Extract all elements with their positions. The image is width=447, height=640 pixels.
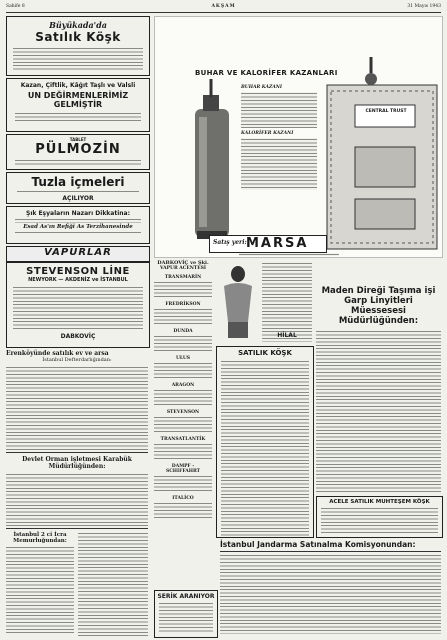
ad-sik-line2: Esad As'ın Refiği As Terzihanesinde <box>23 224 133 230</box>
dabkovic-line-body <box>154 475 212 492</box>
notice-erenkoy-sub: İstanbul Defterdarlığından: <box>42 357 112 363</box>
maden-body <box>316 330 441 494</box>
ad-vapurlar-title: VAPURLAR <box>44 247 112 258</box>
notice-icra-title: İstanbul 2 ci İcra <box>13 532 67 538</box>
notice-karabuk-title: Devlet Orman işletmesi Karabük <box>22 456 132 463</box>
page-number: Sahife 8 <box>6 4 25 9</box>
dabkovic-line-name: TRANSATLANTİK <box>160 437 206 442</box>
notice-karabuk <box>6 456 148 526</box>
dabkovic-line-name: ULUS <box>175 356 191 361</box>
notice-maden <box>316 286 441 492</box>
ad-tuzla <box>6 172 150 204</box>
dabkovic-line-name: TRANSMARİN <box>164 275 202 280</box>
notice-icra-sub: Memurluğundan: <box>13 538 67 544</box>
ad-tuzla-body <box>17 190 139 194</box>
dabkovic-line-body <box>154 502 212 519</box>
notice-erenkoy-body <box>6 366 148 450</box>
maden-title2: Garp Linyitleri Müessesesi <box>344 296 413 316</box>
paper-name: AKŞAM <box>211 4 236 9</box>
ad-kosk-body <box>13 47 143 71</box>
ad-tuzla-small: AÇILIYOR <box>62 195 94 202</box>
ad-kazan-inset <box>241 85 317 239</box>
ad-stevenson-body <box>13 286 143 330</box>
notice-erenkoy-title: Erenköyünde satılık ev ve arsa <box>6 350 109 357</box>
ad-pulmozin <box>6 134 150 170</box>
ad-acele <box>316 496 443 538</box>
ad-un-line2: UN DEĞİRMENLERİMİZ <box>27 91 129 100</box>
dabkovic-line-body <box>154 308 212 325</box>
ad-un <box>6 78 150 132</box>
ad-stevenson <box>6 262 150 348</box>
dabkovic-line-body <box>154 281 212 298</box>
acele-title: ACELE SATILIK MUHTEŞEM KÖŞK <box>329 499 430 505</box>
inset-title: BUHAR KAZANI <box>241 85 282 90</box>
satis-label: Satış yeri: <box>213 239 247 246</box>
dabkovic-line-name: ITALİCO <box>172 496 194 501</box>
ad-stevenson-title: STEVENSON LİNE <box>26 266 130 277</box>
ad-kazan <box>154 16 443 258</box>
ad-un-body <box>15 112 141 123</box>
notice-karabuk-body <box>6 473 148 527</box>
dabkovic-line-body <box>154 416 212 433</box>
ad-kosk-line1: Büyükada'da <box>49 20 107 30</box>
dabkovic-line-name: ARAGON <box>171 383 195 388</box>
jandarma-rule <box>220 551 441 552</box>
ad-pulmozin-big: PÜLMOZİN <box>35 142 121 157</box>
boiler-plate: CENTRAL TRUST <box>365 109 407 114</box>
divider <box>6 528 148 529</box>
ad-un-line3: GELMİŞTİR <box>53 100 103 109</box>
maden-title3: Müdürlüğünden: <box>338 316 419 326</box>
page-header <box>6 3 441 13</box>
dabkovic-line-name: DUNDA <box>173 329 193 334</box>
ad-stevenson-bottom: DABKOVİÇ <box>60 333 96 340</box>
notice-icra-body <box>6 546 74 634</box>
maden-title: Maden Direği Taşıma işi <box>321 286 436 296</box>
notice-karabuk-sub: Müdürlüğünden: <box>48 463 106 470</box>
ad-sik-line1: Şık Eşyaların Nazarı Dikkatina: <box>26 210 130 217</box>
dabkovic-line-name: DAMPF - SCHIFFAHRT <box>165 464 201 474</box>
jandarma-table <box>220 554 441 634</box>
dabkovic-list <box>154 275 212 519</box>
ad-un-line1: Kazan, Çiftlik, Kâğıt Taşlı ve Valsli <box>20 82 136 89</box>
notice-erenkoy <box>6 350 148 450</box>
inset-body2 <box>241 138 317 190</box>
dabkovic-line-body <box>154 362 212 379</box>
ad-kazan-title: BUHAR VE KALORİFER KAZANLARI <box>195 69 338 77</box>
brand-marsa: MARSA <box>246 236 309 251</box>
acele-body <box>321 507 438 533</box>
inset-sub: KALORİFER KAZANI <box>241 131 294 136</box>
ad-sik <box>6 206 150 244</box>
ad-sik-body2 <box>15 231 141 235</box>
ad-kosk-line2: Satılık Köşk <box>35 30 121 44</box>
serik-body <box>159 602 213 634</box>
ad-vapurlar-banner <box>6 246 150 262</box>
dabkovic-line-body <box>154 443 212 460</box>
ad-lady <box>216 262 260 342</box>
ad-hilal-body <box>262 262 312 342</box>
dabkovic-sub: VAPUR ACENTESİ <box>160 266 206 271</box>
dabkovic-line-name: STEVENSON <box>166 410 200 415</box>
ad-sik-body <box>15 218 141 223</box>
dabkovic-line-body <box>154 335 212 352</box>
ad-kosk <box>6 16 150 76</box>
issue-date: 31 Mayıs 1943 <box>407 4 441 9</box>
ad-dabkovic <box>154 260 212 560</box>
dabkovic-title: DABKOVİÇ ve Şki. <box>157 260 209 266</box>
ad-serik <box>154 590 218 638</box>
notice-column-text <box>78 532 148 636</box>
ad-pulmozin-body <box>15 159 141 166</box>
ad-pulmozin-small: TABLET <box>69 137 87 142</box>
ad-stevenson-sub: NEWYORK — AKDENİZ ve İSTANBUL <box>28 277 128 283</box>
notice-icra <box>6 532 74 636</box>
ad-tuzla-big: Tuzla içmeleri <box>31 175 125 189</box>
ad-kazan-footer <box>239 253 339 256</box>
satis-box <box>209 235 327 253</box>
jandarma-title: İstanbul Jandarma Satınalma Komisyonundan: <box>220 540 416 549</box>
inset-body <box>241 92 317 128</box>
dabkovic-line-body <box>154 389 212 406</box>
ad-hilal-title: HİLAL <box>277 332 297 339</box>
satilik-body <box>221 360 309 536</box>
notice-jandarma <box>220 540 441 636</box>
lady-illustration <box>216 262 260 342</box>
ad-satilik-kosk <box>216 346 314 538</box>
dabkovic-line-name: FREDRİKSON <box>165 302 201 307</box>
satilik-title: SATILIK KÖŞK <box>238 349 292 357</box>
serik-title: SERİK ARANIYOR <box>157 593 215 600</box>
divider <box>6 452 148 453</box>
